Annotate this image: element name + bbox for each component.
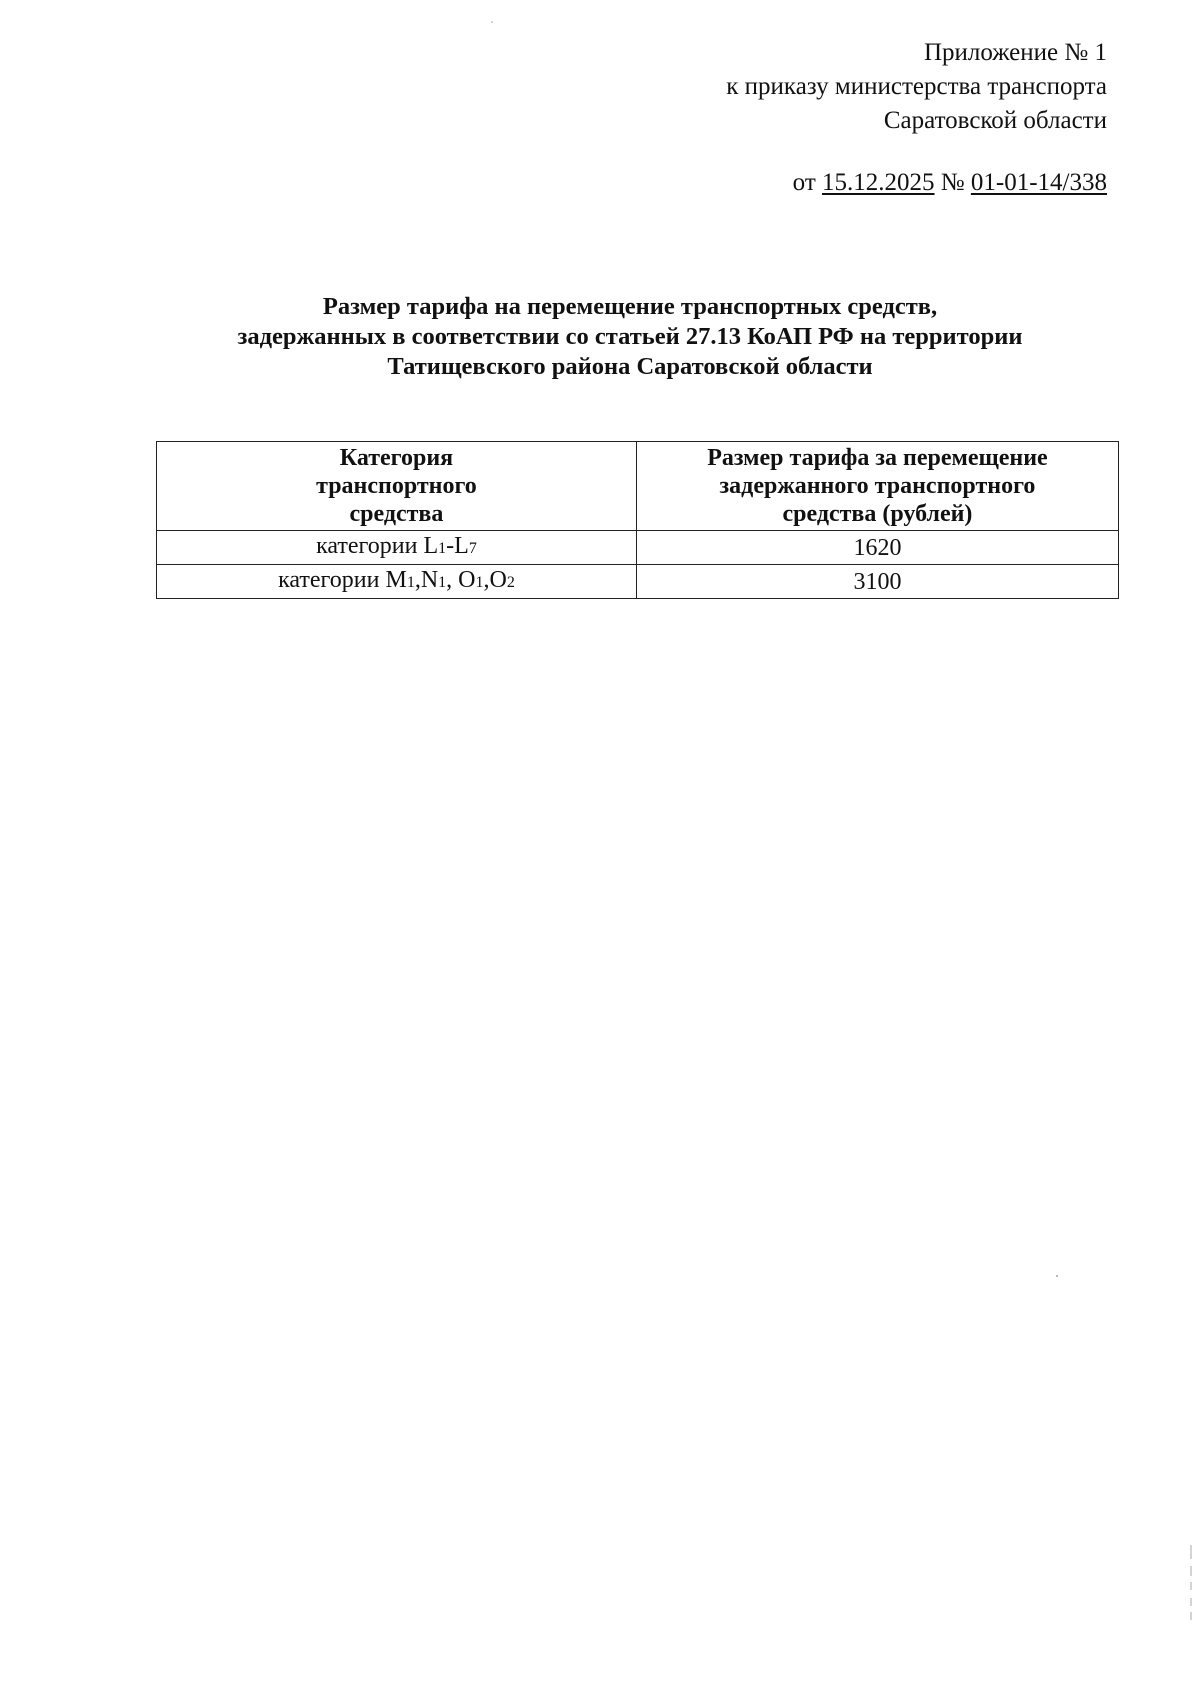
- table-row: [157, 531, 1119, 565]
- tariff-table: [156, 441, 1119, 599]
- order-number-sign: №: [940, 169, 965, 196]
- category-letter: L: [423, 533, 439, 559]
- attachment-header: [587, 36, 1107, 138]
- header-tariff-lines: [637, 444, 1118, 528]
- table-header-row: [157, 442, 1119, 531]
- header-category: [157, 442, 637, 531]
- header-tariff: [636, 442, 1118, 531]
- header-category-line: Категория: [339, 445, 454, 471]
- category-index: 1: [406, 574, 415, 591]
- title-line-3: Татищевского района Саратовской области: [387, 353, 873, 380]
- table-row: [157, 565, 1119, 599]
- category-letter: ,N: [414, 567, 439, 593]
- category-prefix: категории: [316, 533, 418, 559]
- category-cell: [157, 565, 637, 599]
- category-prefix: категории: [278, 567, 380, 593]
- attachment-region: Саратовской области: [883, 107, 1107, 134]
- document-title: [160, 292, 1100, 382]
- category-index: 1: [475, 574, 484, 591]
- category-index: 2: [506, 574, 515, 591]
- category-letter: -L: [446, 533, 469, 559]
- order-date: 15.12.2025: [822, 169, 935, 196]
- attachment-order-ref: к приказу министерства транспорта: [726, 73, 1107, 100]
- category-letter: ,O: [483, 567, 507, 593]
- order-prefix: от: [792, 169, 816, 196]
- attachment-number: Приложение № 1: [923, 39, 1107, 66]
- category-letter: M: [385, 567, 407, 593]
- category-letter: , O: [446, 567, 476, 593]
- category-code: [423, 533, 476, 559]
- header-category-lines: [157, 444, 636, 528]
- tariff-cell: 3100: [636, 565, 1118, 599]
- header-category-line: транспортного: [316, 473, 477, 499]
- header-category-line: средства: [349, 501, 444, 527]
- tariff-cell: 1620: [636, 531, 1118, 565]
- title-line-2: задержанных в соответствии со статьей 27.13 КоАП РФ на территории: [237, 323, 1023, 350]
- category-index: 1: [438, 574, 447, 591]
- order-number: 01-01-14/338: [970, 169, 1107, 196]
- header-tariff-line: задержанного транспортного: [719, 473, 1036, 499]
- title-line-1: Размер тарифа на перемещение транспортных средств,: [322, 293, 938, 320]
- header-tariff-line: Размер тарифа за перемещение: [707, 445, 1048, 471]
- order-reference: [793, 166, 1107, 200]
- category-index: 1: [438, 540, 447, 557]
- category-index: 7: [468, 540, 477, 557]
- header-tariff-line: средства (рублей): [782, 501, 973, 527]
- category-cell: [157, 531, 637, 565]
- category-code: [385, 567, 514, 593]
